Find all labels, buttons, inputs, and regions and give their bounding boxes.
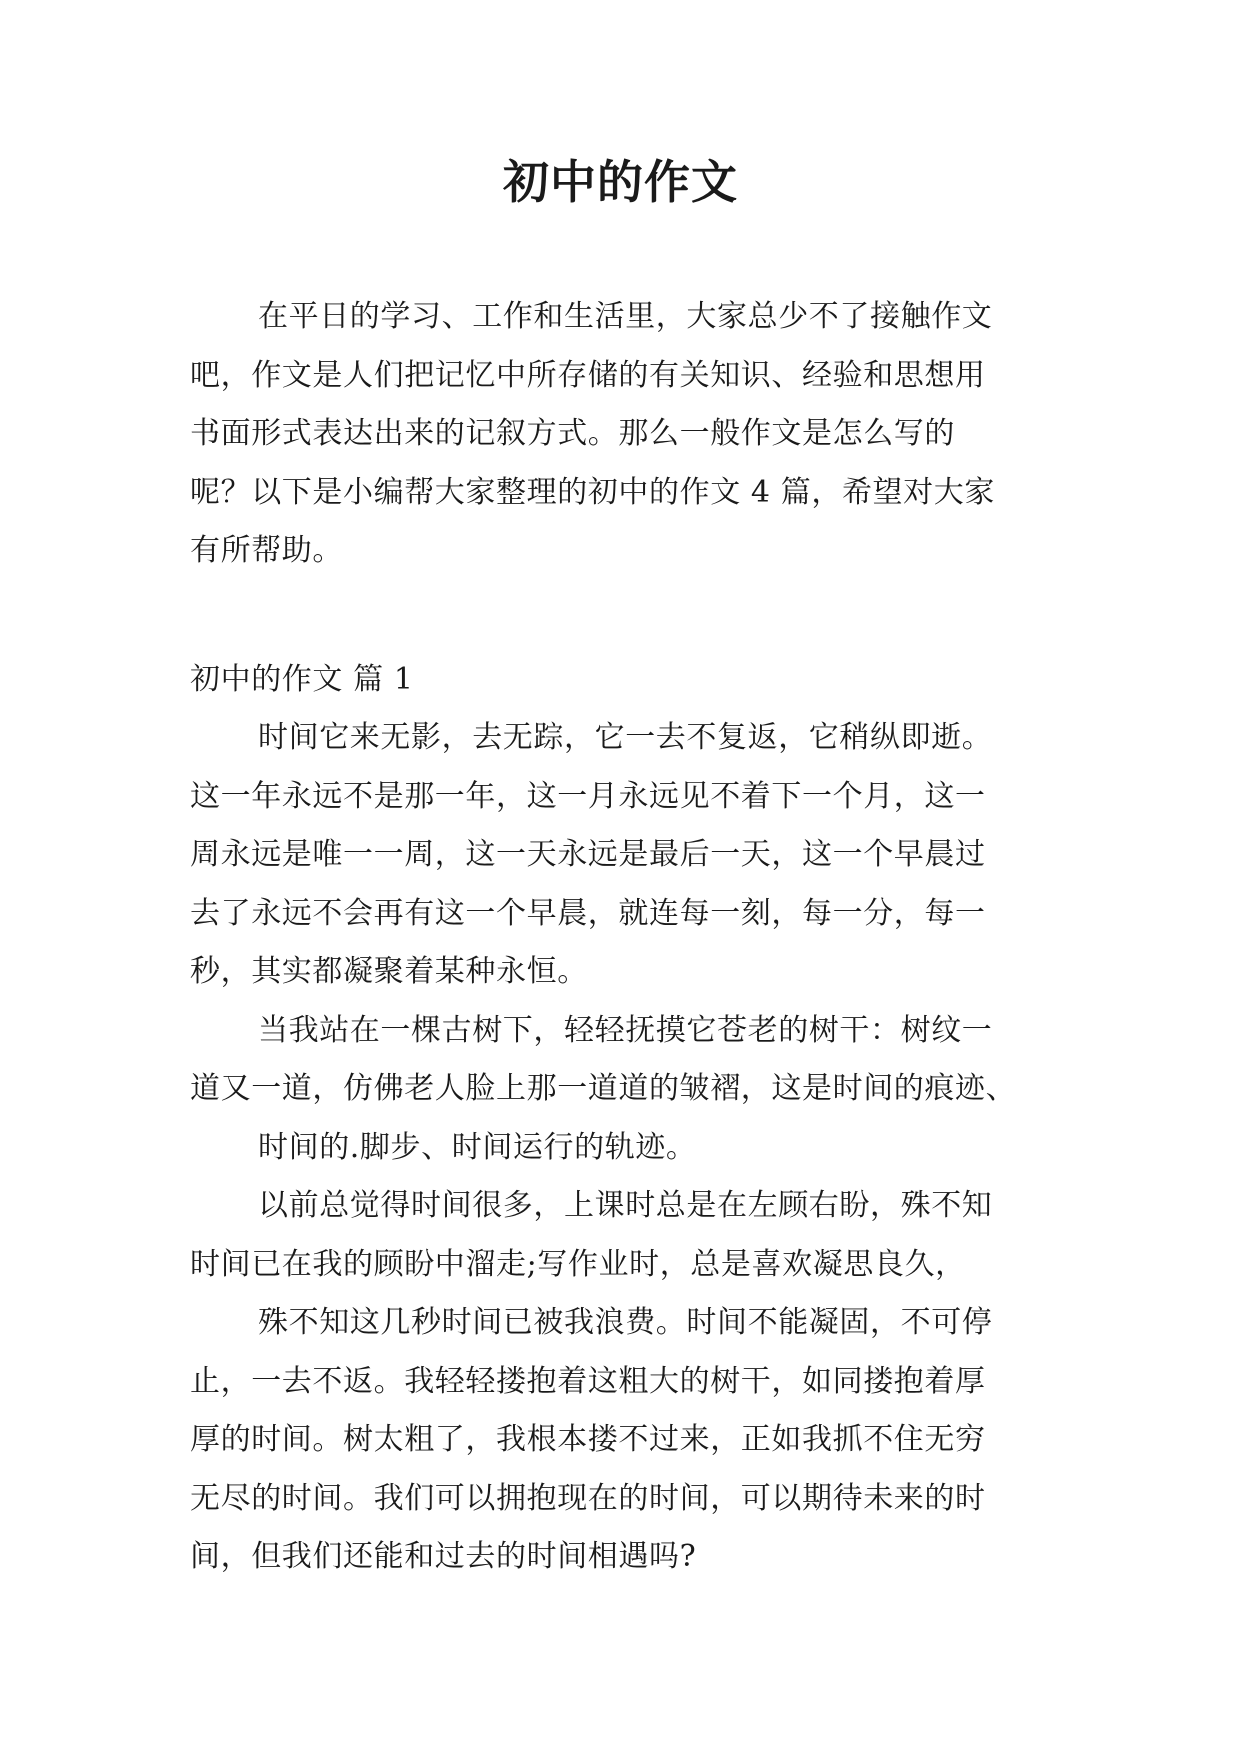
paragraph-line: 殊不知这几秒时间已被我浪费。时间不能凝固，不可停 (258, 1305, 993, 1340)
intro-line: 书面形式表达出来的记叙方式。那么一般作文是怎么写的 (190, 416, 955, 451)
intro-paragraph (190, 288, 1060, 581)
paragraph-line: 周永远是唯一一周，这一天永远是最后一天，这一个早晨过 (190, 837, 986, 872)
paragraph-line: 当我站在一棵古树下，轻轻抚摸它苍老的树干：树纹一 (258, 1012, 993, 1048)
paragraph-line: 无尽的时间。我们可以拥抱现在的时间，可以期待未来的时 (190, 1480, 986, 1516)
intro-line: 吧，作文是人们把记忆中所存储的有关知识、经验和思想用 (190, 357, 986, 393)
body-paragraph (190, 1177, 1060, 1294)
paragraph-line: 时间已在我的顾盼中溜走;写作业时，总是喜欢凝思良久， (190, 1246, 966, 1282)
paragraph-line: 秒，其实都凝聚着某种永恒。 (190, 954, 588, 989)
body-paragraph (190, 1119, 1060, 1178)
paragraph-line: 这一年永远不是那一年，这一月永远见不着下一个月，这一 (190, 778, 986, 814)
paragraph-line: 止，一去不返。我轻轻搂抱着这粗大的树干，如同搂抱着厚 (190, 1363, 986, 1399)
document-title: 初中的作文 (503, 155, 738, 209)
intro-line: 有所帮助。 (190, 533, 343, 568)
paragraph-line: 以前总觉得时间很多，上课时总是在左顾右盼，殊不知 (258, 1188, 993, 1223)
paragraph-line: 厚的时间。树太粗了，我根本搂不过来，正如我抓不住无穷 (190, 1422, 986, 1457)
intro-line: 呢？以下是小编帮大家整理的初中的作文 4 篇，希望对大家 (190, 474, 995, 510)
paragraph-line: 时间它来无影，去无踪，它一去不复返，它稍纵即逝。 (258, 720, 993, 755)
paragraph-line: 间，但我们还能和过去的时间相遇吗? (190, 1539, 697, 1574)
body-paragraph (190, 709, 1060, 1002)
intro-line: 在平日的学习、工作和生活里，大家总少不了接触作文 (258, 299, 993, 334)
spacer (190, 581, 1060, 651)
section-heading: 初中的作文 篇 1 (190, 661, 414, 697)
body-paragraph (190, 1294, 1060, 1587)
body-paragraph (190, 1002, 1060, 1119)
paragraph-line: 去了永远不会再有这一个早晨，就连每一刻，每一分，每一 (190, 895, 986, 931)
document-body (190, 288, 1060, 1587)
paragraph-line: 时间的.脚步、时间运行的轨迹。 (258, 1129, 697, 1165)
paragraph-line: 道又一道，仿佛老人脸上那一道道的皱褶，这是时间的痕迹、 (190, 1071, 1017, 1106)
